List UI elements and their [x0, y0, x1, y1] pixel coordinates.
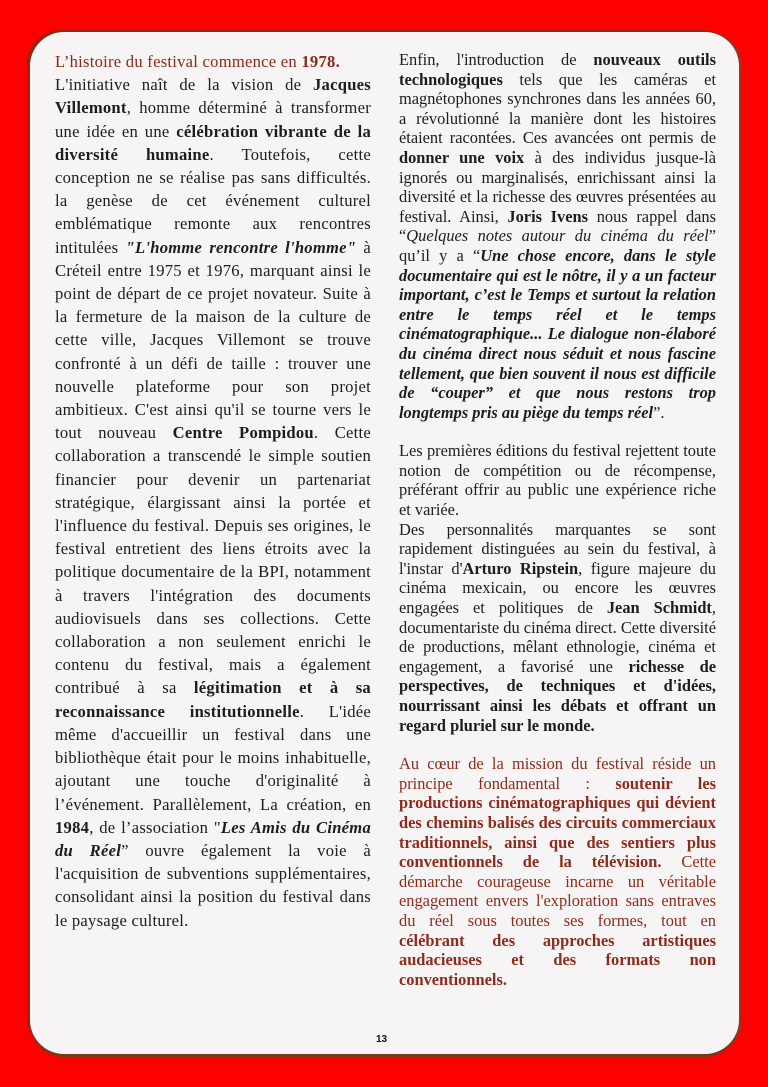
text-span: Au cœur de la mission du festival réside un principe fondamental : [399, 754, 716, 793]
technology-paragraph [399, 50, 716, 422]
text-span: . L'idée même d'accueillir un festival dans une bibliothèque était pour le moins inhabituelle, ajoutant une touche d'originalité à l’événement. Parallèlement, La création, en [55, 701, 371, 814]
text-span: nous rappel dans “ [399, 206, 717, 246]
history-paragraph [55, 73, 371, 932]
event-title: "L'homme rencontre l'homme" [125, 237, 357, 257]
text-span: Cette démarche courageuse incarne un véritable engagement envers l'exploration sans entraves du réel sous toutes ses formes, tout en [399, 852, 716, 930]
text-span: , de l’association " [89, 817, 221, 837]
left-column [55, 50, 371, 932]
emphasis-text: célébration vibrante de la diversité humaine [55, 121, 372, 164]
paragraph-gap [399, 735, 716, 754]
mission-paragraph [399, 754, 716, 989]
text-span: ”. [653, 402, 665, 422]
intro-text: L’histoire du festival commence en [55, 52, 302, 71]
emphasis-text: richesse de perspectives, de techniques et d'idées, nourrissant ainsi les débats et offrant un regard pluriel sur le monde. [399, 656, 716, 735]
right-column [399, 50, 716, 989]
text-span: L'initiative naît de la vision de [55, 75, 313, 95]
text-span: , figure majeure du cinéma mexicain, ou encore les œuvres engagées et politiques de [399, 558, 716, 618]
person-name: Joris Ivens [507, 206, 589, 226]
text-span: Des personnalités marquantes se sont rapidement distinguées au sein du festival, à l'instar d' [399, 519, 716, 578]
year-text: 1984 [55, 817, 90, 837]
founder-name: Jacques Villemont [55, 75, 371, 118]
person-name: Arturo Ripstein [462, 558, 579, 578]
person-name: Jean Schmidt [606, 598, 712, 618]
intro-year: 1978. [301, 52, 340, 71]
text-span: ” ouvre également la voie à l'acquisition de subventions supplémentaires, consolidant ainsi la position du festival dans le paysage culturel. [55, 840, 371, 930]
text-span: , documentariste du cinéma direct. Cette diversité de productions, mêlant ethnologie, cinéma et engagement, a favorisé une [399, 598, 716, 676]
emphasis-text: célébrant des approches artistiques audacieuses et des formats non conventionnels. [399, 930, 716, 989]
text-span: . Toutefois, cette conception ne se réalise pas sans difficultés. la genèse de cet événement culturel emblématique remonte aux rencontres intitulées [55, 144, 371, 257]
quotation: Une chose encore, dans le style documentaire qui est le nôtre, il y a un facteur important, c’est le Temps et surtout la relation entre le temps réel et le temps cinématographique... Le dialogue non-élaboré du cinéma direct nous séduit et nous fascine tellement, que bien souvent il nous est difficile de “couper” et que nous restons trop longtemps pris au piège du temps réel [399, 245, 716, 422]
text-span: à des individus jusque-là ignorés ou marginalisés, enrichissant ainsi la diversité et la richesse des œuvres présentées au festival. Ainsi, [399, 147, 716, 226]
text-span: à Créteil entre 1975 et 1976, marquant ainsi le point de départ de ce projet novateur. Suite à la fermeture de la maison de la culture de cette ville, Jacques Villemont se trouve confronté à un défi de taille : trouver une nouvelle plateforme pour son projet ambitieux. C'est ainsi qu'il se tourne vers le tout nouveau [55, 237, 372, 443]
page-number: 13 [376, 1034, 388, 1045]
book-title: Quelques notes autour du cinéma du réel [406, 226, 709, 246]
editions-paragraph: Les premières éditions du festival rejettent toute notion de compétition ou de récompense, préférant offrir au public une expérience riche et variée. [399, 441, 716, 520]
text-span: Enfin, l'introduction de [399, 50, 594, 69]
paragraph-gap [399, 422, 716, 441]
personalities-paragraph [399, 520, 716, 736]
venue-name: Centre Pompidou [172, 423, 314, 443]
emphasis-text: donner une voix [399, 147, 525, 167]
text-span: ” qu’il y a “ [399, 226, 716, 265]
association-name: Les Amis du Cinéma du Réel [55, 817, 371, 860]
emphasis-text: soutenir les productions cinématographiques qui dévient des chemins balisés des circuits commerciaux traditionnels, ainsi que des sentiers plus conventionnels de la télévision. [399, 773, 716, 872]
text-span: . Cette collaboration a transcendé le simple soutien financier pour devenir un partenariat stratégique, élargissant ainsi la portée et l'influence du festival. Depuis ses origines, le festival entretient des liens étroits avec la politique documentaire de la BPI, notamment à travers l'intégration des documents audiovisuels dans ses collections. Cette collaboration a non seulement enrichi le contenu du festival, mais a également contribué à sa [55, 423, 371, 698]
text-span: , homme déterminé à transformer une idée en une [55, 98, 371, 141]
emphasis-text: nouveaux outils technologiques [399, 50, 716, 89]
text-span: tels que les caméras et magnétophones synchrones dans les années 60, a révolutionné la manière dont les histoires étaient racontées. Ces avancées ont permis de [399, 69, 716, 148]
emphasis-text: légitimation et à sa reconnaissance institutionnelle [55, 678, 371, 721]
intro-paragraph [55, 50, 371, 73]
